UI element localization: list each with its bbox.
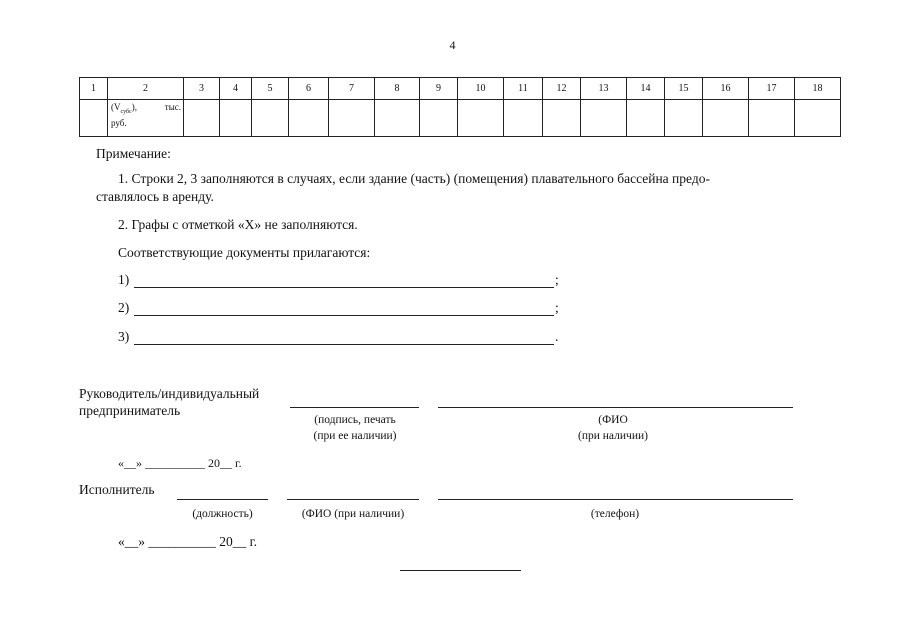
- column-header-1: 1: [80, 78, 108, 100]
- note-heading: Примечание:: [96, 146, 171, 161]
- column-header-13: 13: [581, 78, 627, 100]
- sign-caption-2: (при ее наличии): [313, 430, 397, 442]
- page-number: 4: [449, 38, 456, 52]
- column-header-7: 7: [329, 78, 375, 100]
- executor-label: Исполнитель: [79, 482, 155, 497]
- head-label-line-1: Руководитель/индивидуальный: [79, 386, 260, 401]
- position-caption: (должность): [192, 508, 253, 520]
- column-header-18: 18: [795, 78, 841, 100]
- column-header-5: 5: [252, 78, 289, 100]
- doc-number: 2): [118, 300, 130, 315]
- column-header-8: 8: [375, 78, 420, 100]
- column-header-17: 17: [749, 78, 795, 100]
- executor-fio-caption: (ФИО (при наличии): [301, 508, 405, 520]
- column-header-10: 10: [458, 78, 504, 100]
- date-field-2: «__» __________ 20__ г.: [118, 534, 258, 549]
- head-label-line-2: предприниматель: [79, 403, 181, 418]
- cell-text: ),: [131, 102, 137, 112]
- table-row: [80, 100, 841, 137]
- fio-line: [438, 407, 793, 408]
- fio-caption-1: (ФИО: [598, 414, 628, 426]
- fill-line: [134, 287, 554, 288]
- column-header-6: 6: [289, 78, 329, 100]
- sign-caption-1: (подпись, печать: [314, 414, 396, 426]
- doc-end-mark: ;: [555, 272, 559, 287]
- doc-number: 3): [118, 329, 130, 344]
- column-header-16: 16: [703, 78, 749, 100]
- data-table: [79, 77, 841, 137]
- column-header-14: 14: [627, 78, 665, 100]
- date-field-1: «__» __________ 20__ г.: [118, 456, 242, 470]
- cell-text: тыс.: [164, 102, 181, 112]
- doc-number: 1): [118, 272, 130, 287]
- table-header-row: [80, 78, 841, 100]
- column-header-4: 4: [220, 78, 252, 100]
- note-item-1-line-1: 1. Строки 2, 3 заполняются в случаях, если здание (часть) (помещения) плавательного бассейна предо-: [118, 171, 710, 186]
- executor-fio-line: [287, 499, 419, 500]
- phone-caption: (телефон): [590, 508, 640, 520]
- column-header-2: 2: [108, 78, 184, 100]
- position-line: [177, 499, 268, 500]
- note-item-2: 2. Графы с отметкой «X» не заполняются.: [118, 217, 358, 232]
- phone-line: [438, 499, 793, 500]
- cell-subscript: субс: [120, 108, 132, 115]
- end-separator-line: [400, 570, 521, 571]
- fio-caption-2: (при наличии): [578, 430, 648, 442]
- doc-end-mark: ;: [555, 300, 559, 315]
- signature-line: [290, 407, 419, 408]
- cell-text: (V: [111, 102, 121, 112]
- doc-end-mark: .: [555, 329, 559, 344]
- note-item-1-line-2: ставлялось в аренду.: [96, 189, 214, 204]
- column-header-12: 12: [543, 78, 581, 100]
- column-header-15: 15: [665, 78, 703, 100]
- table-cell: [108, 100, 184, 137]
- fill-line: [134, 315, 554, 316]
- column-header-3: 3: [184, 78, 220, 100]
- cell-text: руб.: [111, 117, 127, 128]
- table-cell: [80, 100, 108, 137]
- column-header-9: 9: [420, 78, 458, 100]
- column-header-11: 11: [504, 78, 543, 100]
- fill-line: [134, 344, 554, 345]
- docs-heading: Соответствующие документы прилагаются:: [118, 245, 371, 260]
